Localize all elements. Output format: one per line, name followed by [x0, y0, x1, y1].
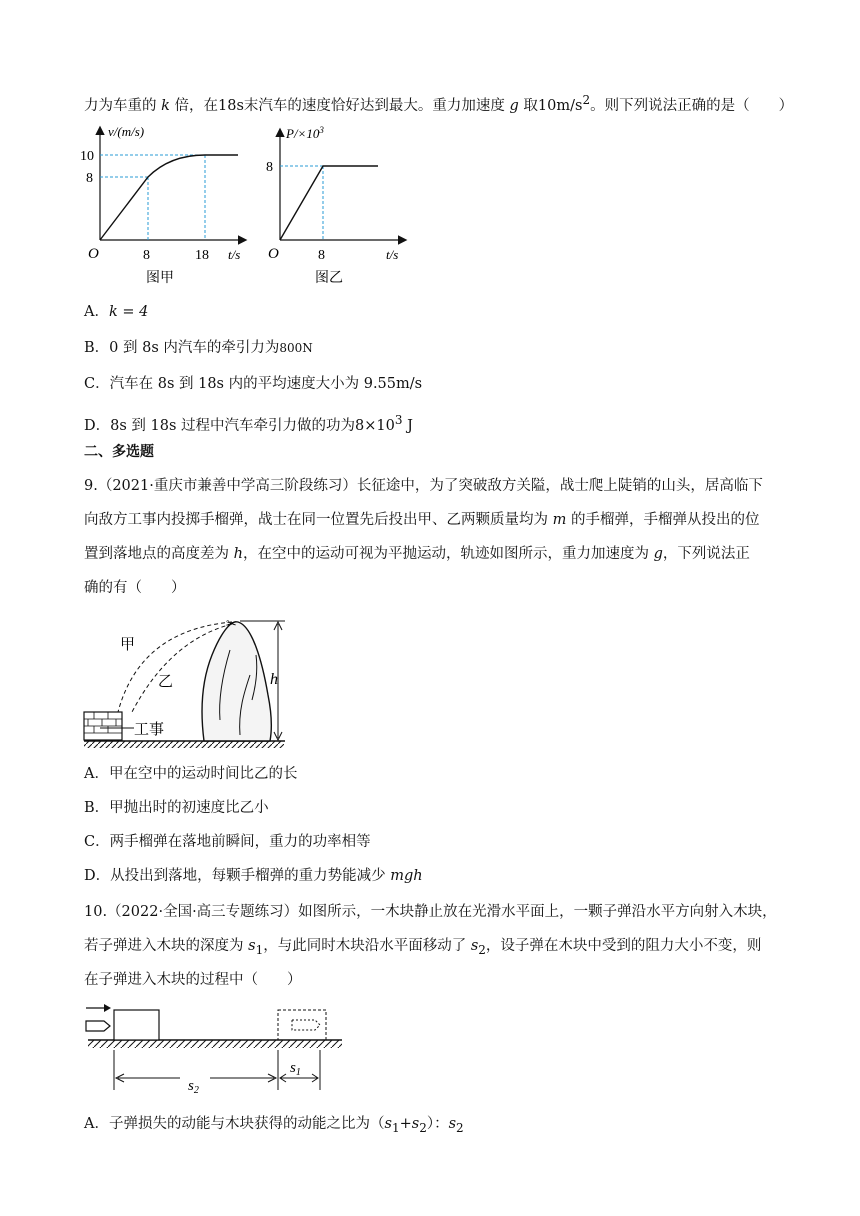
subscript: 1 [391, 1120, 400, 1135]
option-text: 0 到 8s 内汽车的牵引力为 [109, 340, 280, 356]
option-label: D． [84, 417, 111, 434]
cliff-figure [80, 600, 320, 750]
x-tick: 8 [318, 248, 325, 263]
option-text: D．从投出到落地，每颗手榴弹的重力势能减少 [84, 868, 391, 884]
subscript: 2 [456, 1120, 464, 1135]
var-m: m [552, 512, 567, 528]
var-k: k [161, 97, 170, 114]
q9-text: ，下列说法正 [662, 546, 750, 562]
figure-caption: 图甲 [146, 271, 174, 286]
v-curve [100, 155, 238, 240]
q9-line: 确的有（ ） [84, 580, 186, 596]
q10-option-a[interactable] [84, 1114, 464, 1138]
q10-line [84, 936, 761, 960]
q10-line: 10.（2022·全国·高三专题练习）如图所示，一木块静止放在光滑水平面上，一颗子弹沿水平方向射入木块， [84, 904, 777, 920]
soldier-icon: ✂ [226, 616, 237, 631]
option-value: 800N [279, 341, 313, 355]
bullet-final [292, 1020, 320, 1030]
option-text: ）： [426, 1116, 449, 1132]
label-yi: 乙 [158, 674, 174, 690]
option-label: B． [84, 340, 110, 356]
q8-option-a[interactable] [84, 302, 148, 322]
graph-p-t [260, 120, 420, 290]
var-mgh: mgh [390, 868, 423, 884]
graph-v-t [80, 120, 260, 290]
origin-label: O [88, 246, 99, 262]
q10-text: ，与此同时木块沿水平面移动了 [263, 938, 471, 954]
option-text: A．子弹损失的动能与木块获得的动能之比为（ [84, 1116, 385, 1132]
q8-stem-part: 力为车重的 [84, 97, 162, 114]
q9-text: 向敌方工事内投掷手榴弹，战士在同一位置先后投出甲、乙两颗质量均为 [84, 512, 553, 528]
option-value: 8×10 [355, 417, 395, 434]
label-gongshi: 工事 [134, 722, 165, 738]
unit: J [402, 417, 413, 434]
block [114, 1010, 159, 1040]
y-axis-label: v/(m/s) [108, 124, 145, 139]
option-text: 8s 到 18s 过程中汽车牵引力做的功为 [110, 417, 356, 434]
option-label: C． [84, 376, 110, 392]
q8-stem-part: 。则下列说法正确的是（ ） [590, 97, 794, 114]
block-final [278, 1010, 326, 1040]
arrow-head [104, 1004, 111, 1012]
ground-hatch [88, 1040, 342, 1048]
subscript: 2 [419, 1120, 427, 1135]
q9-text: 置到落地点的高度差为 [84, 546, 234, 562]
label-s1: $s_1$ [290, 1060, 301, 1078]
ground-hatch [84, 741, 284, 748]
subscript: 1 [255, 942, 264, 957]
q10-line: 在子弹进入木块的过程中（ ） [84, 972, 302, 988]
q9-option-b[interactable]: B．甲抛出时的初速度比乙小 [84, 800, 269, 816]
p-curve [280, 166, 378, 240]
label-jia: 甲 [120, 637, 136, 653]
y-tick: 8 [86, 171, 93, 186]
q9-text: ，在空中的运动可视为平抛运动，轨迹如图所示，重力加速度为 [242, 546, 654, 562]
var-s: s [411, 1116, 420, 1132]
bullet [86, 1021, 110, 1031]
option-label: A． [84, 304, 109, 320]
cliff [202, 622, 271, 741]
operator: + [399, 1116, 412, 1132]
superscript: 2 [582, 93, 591, 107]
x-tick: 18 [195, 248, 209, 263]
var-s: s [448, 1116, 457, 1132]
q8-option-c[interactable] [84, 374, 422, 394]
option-text: 汽车在 8s 到 18s 内的平均速度大小为 9.55m/s [109, 376, 423, 392]
label-h: h [270, 671, 278, 688]
q10-text: 若子弹进入木块的深度为 [84, 938, 249, 954]
var-s: s [248, 938, 256, 954]
q9-line [84, 510, 759, 530]
origin-label: O [268, 246, 279, 262]
y-tick: 8 [266, 160, 273, 175]
x-axis-label: t/s [386, 247, 399, 262]
q9-line: 9.（2021·重庆市兼善中学高三阶段练习）长征途中，为了突破敌方关隘，战士爬上陡销的山头，居高临下 [84, 478, 763, 494]
q8-option-b[interactable] [84, 338, 313, 358]
q8-stem-part: 取10m/s [518, 97, 583, 114]
q9-option-d[interactable] [84, 866, 423, 886]
var-h: h [233, 546, 243, 562]
var-g: g [509, 97, 519, 114]
q9-option-a[interactable]: A．甲在空中的运动时间比乙的长 [84, 766, 298, 782]
figure-caption: 图乙 [315, 271, 343, 286]
option-text: k = 4 [108, 304, 149, 320]
q10-text: ，设子弹在木块中受到的阻力大小不变，则 [485, 938, 762, 954]
var-s: s [470, 938, 479, 954]
block-figure [80, 998, 350, 1108]
q9-line [84, 544, 750, 564]
q9-text: 的手榴弹，手榴弹从投出的位 [566, 512, 760, 528]
var-s: s [384, 1116, 392, 1132]
q8-stem-part: 倍，在18s末汽车的速度恰好达到最大。重力加速度 [169, 97, 510, 114]
subscript: 2 [478, 942, 486, 957]
y-tick: 10 [80, 149, 94, 164]
label-s2: $s_2$ [188, 1078, 199, 1096]
y-axis-label: $P/\times 10^3$ [286, 125, 324, 141]
x-tick: 8 [143, 248, 150, 263]
q8-stem [84, 90, 793, 116]
superscript: 3 [394, 413, 403, 427]
var-g: g [653, 546, 663, 562]
q9-option-c[interactable]: C．两手榴弹在落地前瞬间，重力的功率相等 [84, 834, 371, 850]
section-title: 二、多选题 [84, 444, 154, 460]
x-axis-label: t/s [228, 247, 241, 262]
q8-option-d[interactable] [84, 410, 413, 436]
